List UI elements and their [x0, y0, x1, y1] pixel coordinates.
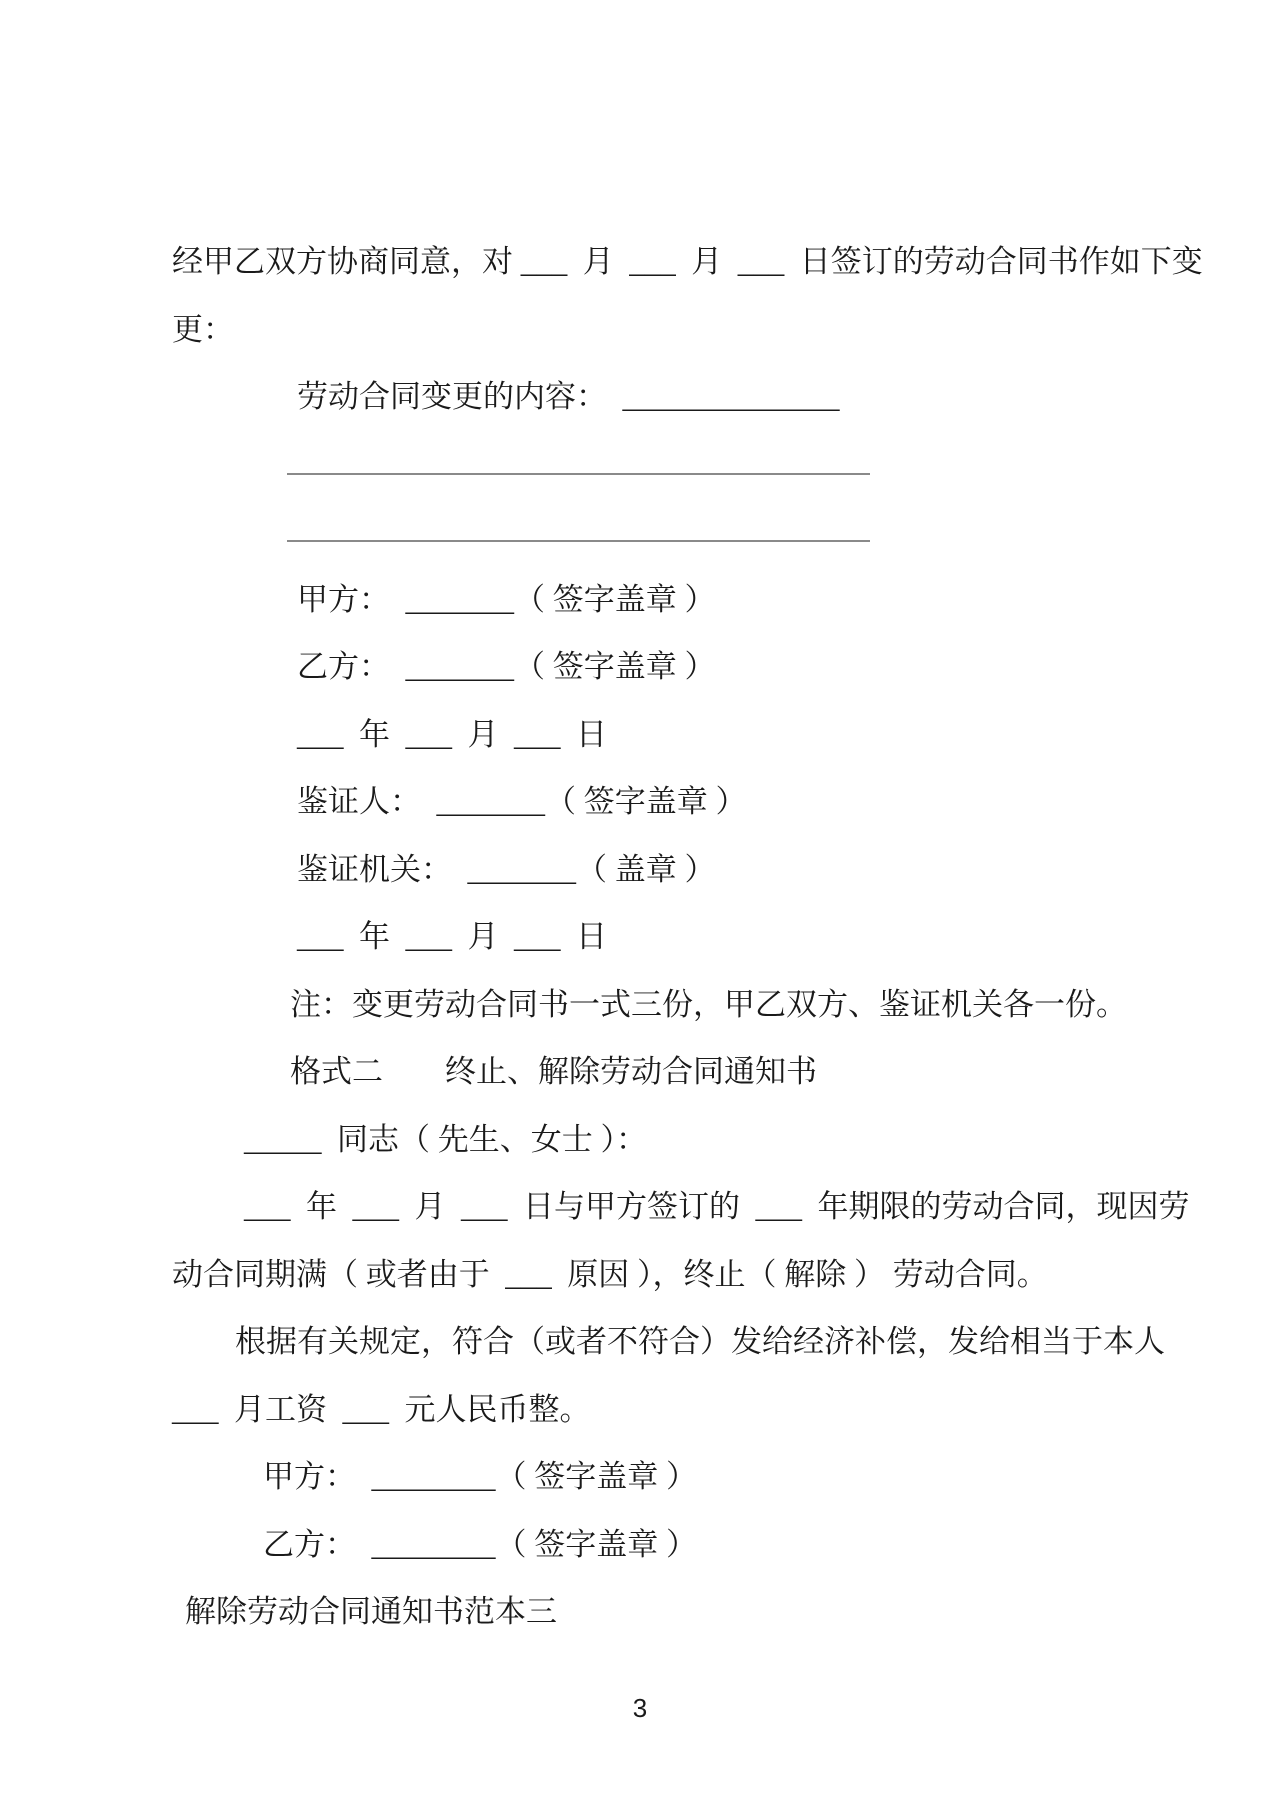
document-line: 鉴证机关： _______（ 盖章 ） [297, 852, 716, 887]
blank-fill-rule [287, 473, 870, 475]
page-number: 3 [632, 1693, 648, 1723]
document-line: 乙方： _______（ 签字盖章 ） [297, 649, 716, 684]
document-line: ___ 年 ___ 月 ___ 日 [297, 717, 607, 752]
document-line: 格式二 终止、解除劳动合同通知书 [290, 1054, 817, 1089]
document-line: ___ 月工资 ___ 元人民币整。 [172, 1392, 591, 1427]
document-line: 经甲乙双方协商同意，对 ___ 月 ___ 月 ___ 日签订的劳动合同书作如下变 [172, 244, 1203, 279]
document-line: ___ 年 ___ 月 ___ 日与甲方签订的 ___ 年期限的劳动合同，现因劳 [244, 1189, 1190, 1224]
document-line: 乙方： ________（ 签字盖章 ） [263, 1527, 697, 1562]
document-line: 解除劳动合同通知书范本三 [185, 1594, 557, 1629]
document-line: 甲方： ________（ 签字盖章 ） [263, 1459, 697, 1494]
document-line: _____ 同志（ 先生、女士 ）： [244, 1122, 647, 1157]
page-footer [0, 1693, 1280, 1724]
document-line: 注：变更劳动合同书一式三份，甲乙双方、鉴证机关各一份。 [290, 987, 1127, 1022]
document-line: 甲方： _______（ 签字盖章 ） [297, 582, 716, 617]
document-line: 劳动合同变更的内容： ______________ [297, 379, 840, 414]
document-line: 动合同期满（ 或者由于 ___ 原因 ），终止（ 解除 ） 劳动合同。 [172, 1257, 1048, 1292]
document-line: 更： [172, 312, 234, 347]
document-line: 根据有关规定，符合（或者不符合）发给经济补偿，发给相当于本人 [235, 1324, 1165, 1359]
document-line: 鉴证人： _______（ 签字盖章 ） [297, 784, 747, 819]
blank-fill-rule [287, 540, 870, 542]
document-line: ___ 年 ___ 月 ___ 日 [297, 919, 607, 954]
